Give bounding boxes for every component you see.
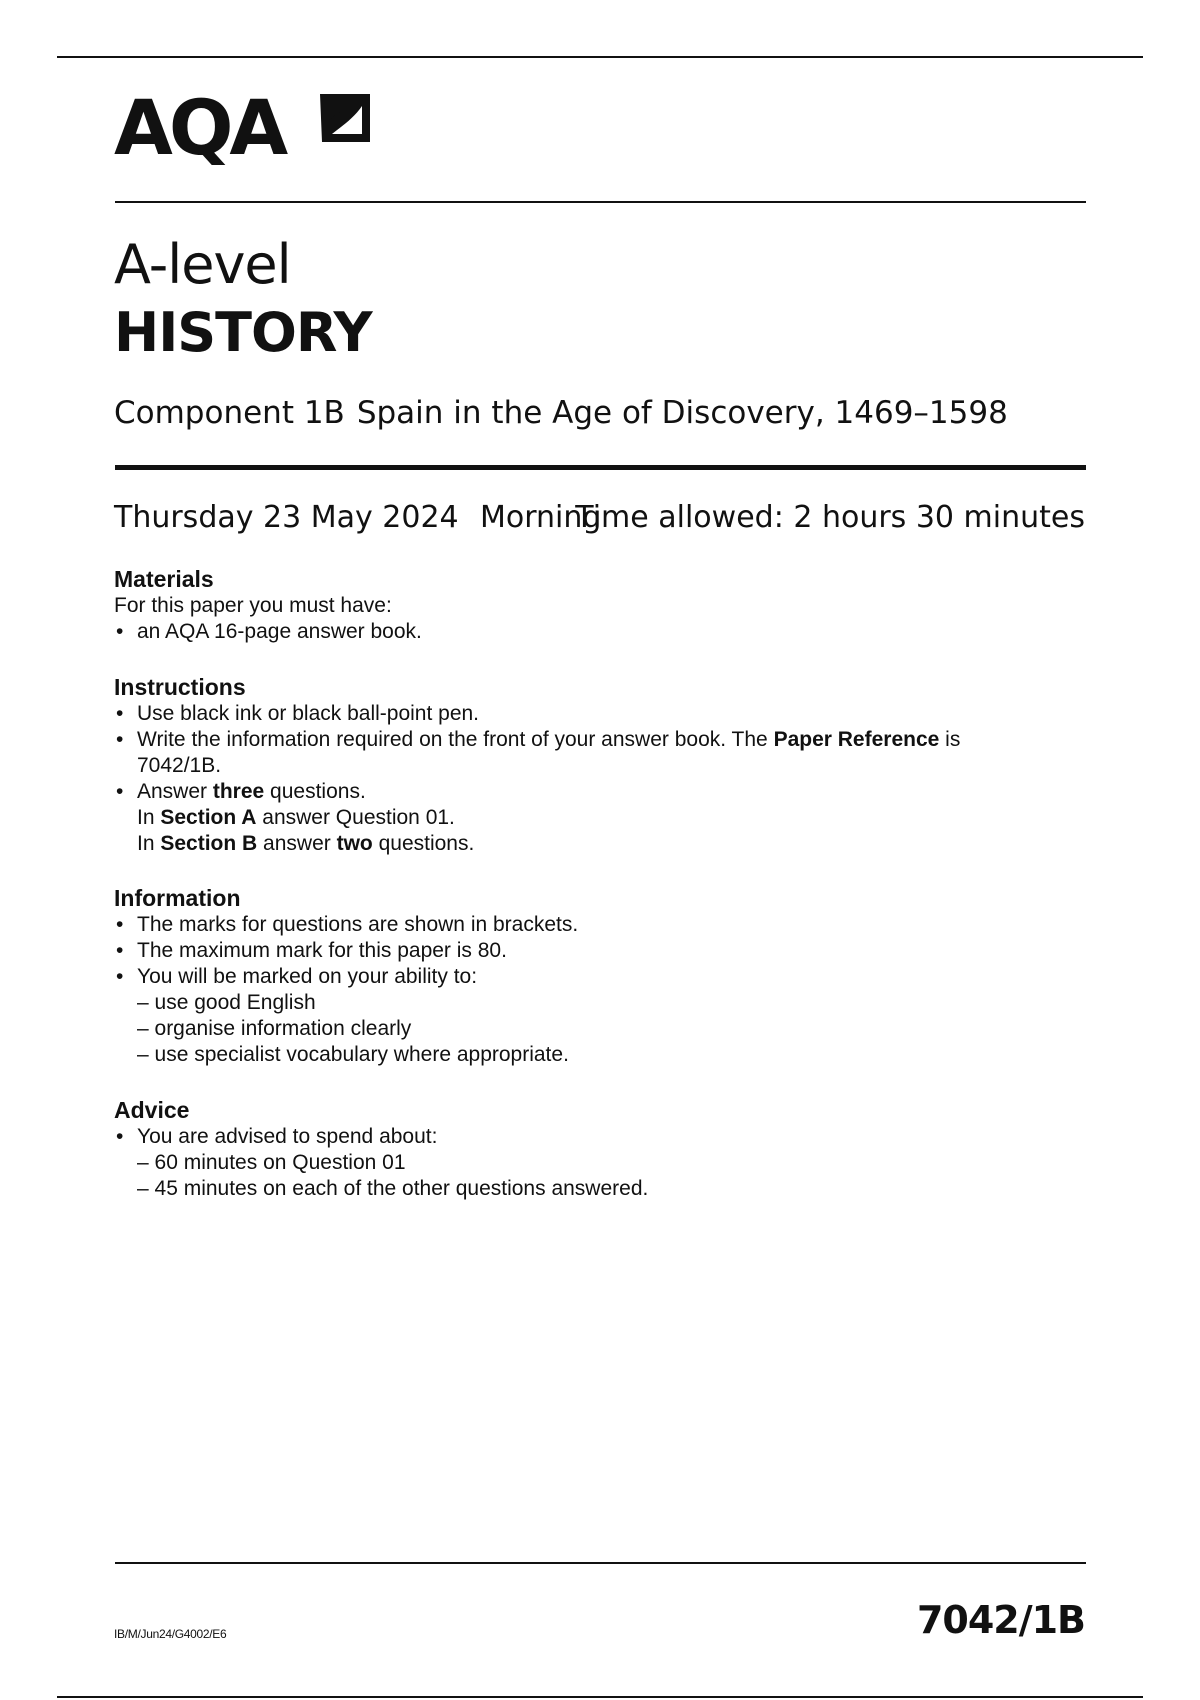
component-title: Spain in the Age of Discovery, 1469–1598 <box>356 395 1008 431</box>
component-code: Component 1B <box>114 395 345 431</box>
subject-title: HISTORY <box>114 301 372 364</box>
emphasis-text: Section B <box>160 832 258 855</box>
emphasis-text: Section A <box>160 806 257 829</box>
list-item: • The maximum mark for this paper is 80. <box>114 938 1074 964</box>
information-section <box>114 884 1074 1068</box>
instructions-heading: Instructions <box>114 674 246 700</box>
qualification-level: A-level <box>114 233 291 296</box>
materials-list <box>114 619 1074 645</box>
list-item: • The marks for questions are shown in brackets. <box>114 912 1074 938</box>
emphasis-text: three <box>212 780 265 803</box>
exam-date: Thursday 23 May 2024 <box>114 500 459 535</box>
text-run: questions. <box>372 832 475 855</box>
bottom-border-rule <box>57 1696 1143 1698</box>
list-item <box>114 727 1074 779</box>
sub-item: – 60 minutes on Question 01 <box>137 1151 406 1174</box>
advice-section <box>114 1096 1074 1202</box>
text-run: • You will be marked on your ability to: <box>137 965 478 988</box>
footer-divider <box>115 1562 1086 1564</box>
materials-heading: Materials <box>114 566 214 592</box>
time-allowed: Time allowed: 2 hours 30 minutes <box>575 500 1085 535</box>
advice-heading: Advice <box>114 1097 190 1123</box>
instructions-list <box>114 701 1074 857</box>
paper-reference: 7042/1B <box>916 1598 1085 1642</box>
text-run: is <box>939 728 961 751</box>
list-item <box>114 779 1074 857</box>
information-heading: Information <box>114 885 241 911</box>
emphasis-text: two <box>336 832 373 855</box>
text-run: questions. <box>264 780 366 803</box>
header-divider <box>115 201 1086 203</box>
materials-section <box>114 565 1074 645</box>
aqa-logo-mark-icon <box>318 90 374 148</box>
thick-divider <box>115 465 1086 470</box>
list-item <box>114 1124 1074 1202</box>
instructions-section <box>114 673 1074 857</box>
logo-text: AQA <box>114 83 285 172</box>
sub-item: – 45 minutes on each of the other questions answered. <box>137 1177 649 1200</box>
exam-session: Morning <box>480 500 602 535</box>
footer-code: IB/M/Jun24/G4002/E6 <box>114 1627 227 1641</box>
sub-item: – use good English <box>137 991 316 1014</box>
advice-list <box>114 1124 1074 1202</box>
component-line <box>114 395 1008 431</box>
text-run: • You are advised to spend about: <box>137 1125 438 1148</box>
materials-intro: For this paper you must have: <box>114 594 392 617</box>
sub-item: – use specialist vocabulary where appropriate. <box>137 1043 569 1066</box>
text-run: In <box>137 832 161 855</box>
list-item: • an AQA 16-page answer book. <box>114 619 1074 645</box>
text-run: Answer <box>137 780 213 803</box>
text-run: answer Question 01. <box>256 806 455 829</box>
emphasis-text: Paper Reference <box>773 728 940 751</box>
text-run: In <box>137 806 161 829</box>
sub-item: – organise information clearly <box>137 1017 412 1040</box>
information-list <box>114 912 1074 1068</box>
top-border-rule <box>57 56 1143 58</box>
list-item <box>114 964 1074 1068</box>
list-item: • Use black ink or black ball-point pen. <box>114 701 1074 727</box>
text-run: answer <box>257 832 337 855</box>
text-run: 7042/1B. <box>137 754 222 777</box>
text-run: Write the information required on the front of your answer book. The <box>137 728 774 751</box>
